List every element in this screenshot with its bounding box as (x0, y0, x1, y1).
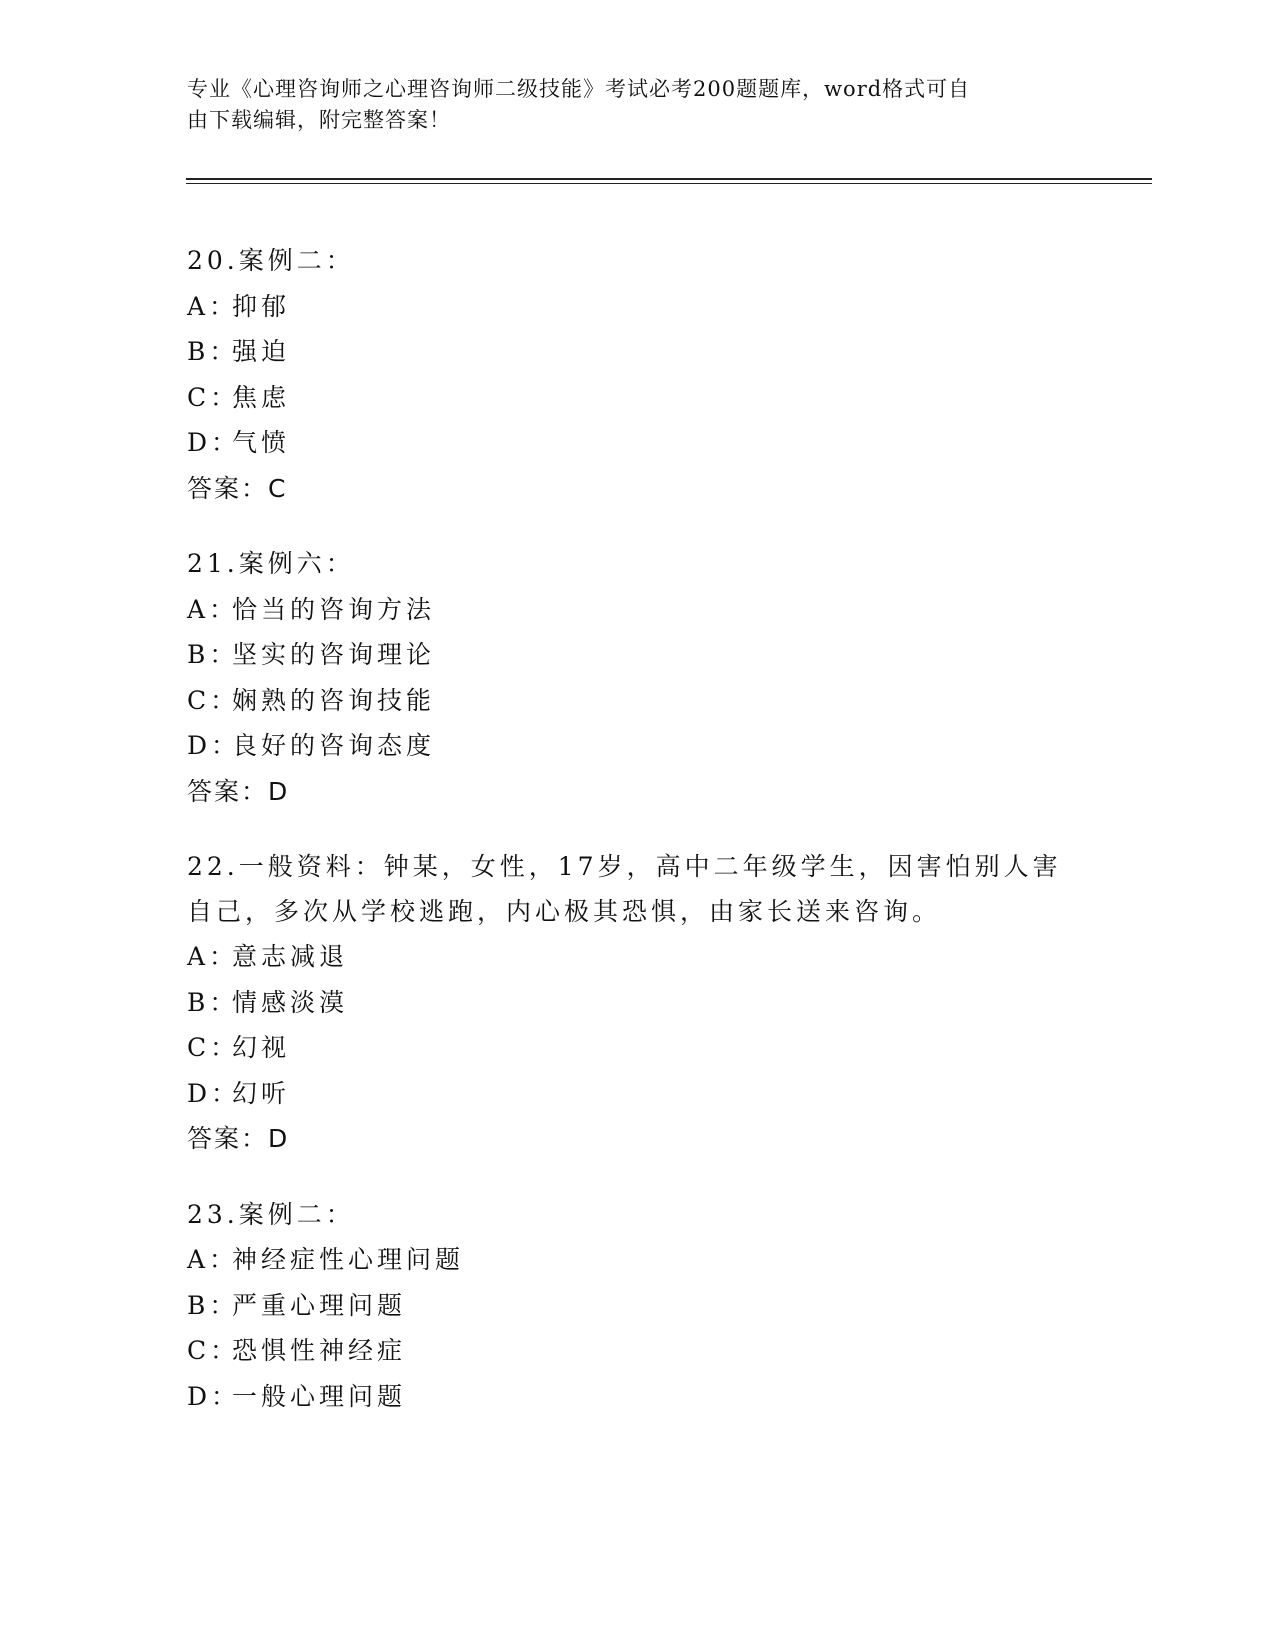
option-b (187, 632, 1087, 678)
question-stem: 21.案例六： (187, 549, 355, 578)
option-text: 情感淡漠 (232, 987, 349, 1017)
option-key: B： (187, 640, 239, 669)
option-key: D： (187, 731, 241, 760)
option-text: 神经症性心理问题 (232, 1245, 465, 1274)
header-divider-thin (186, 183, 1152, 184)
option-text: 意志减退 (232, 942, 349, 971)
option-d (187, 723, 1087, 769)
option-key: A： (187, 942, 239, 971)
option-text: 良好的咨询态度 (232, 731, 436, 760)
question-23 (187, 1192, 1087, 1420)
option-key: B： (187, 1290, 239, 1320)
question-22 (187, 844, 1087, 1162)
option-d (187, 420, 1087, 466)
option-c (187, 1328, 1087, 1374)
option-key: C： (187, 1336, 240, 1365)
answer-line: 答案：D (187, 776, 290, 806)
option-text: 气愤 (232, 428, 291, 457)
option-key: C： (187, 382, 240, 412)
question-20 (187, 238, 1087, 511)
header-line-2: 由下载编辑，附完整答案！ (187, 108, 451, 132)
option-d (187, 1071, 1087, 1117)
option-key: B： (187, 337, 239, 366)
question-stem: 23.案例二： (187, 1199, 355, 1229)
question-21 (187, 541, 1087, 814)
header-line-1: 专业《心理咨询师之心理咨询师二级技能》考试必考200题题库，word格式可自 (187, 77, 971, 101)
option-text: 恰当的咨询方法 (232, 594, 436, 624)
option-d (187, 1374, 1087, 1420)
option-a (187, 934, 1087, 980)
answer-line: 答案：D (187, 1124, 290, 1153)
option-key: D： (187, 428, 241, 457)
option-key: C： (187, 1033, 240, 1062)
option-text: 严重心理问题 (232, 1290, 407, 1320)
option-text: 恐惧性神经症 (232, 1336, 407, 1365)
question-stem: 20.案例二： (187, 246, 355, 275)
option-key: D： (187, 1078, 241, 1108)
option-text: 幻视 (232, 1033, 291, 1062)
option-text: 一般心理问题 (232, 1381, 407, 1411)
option-b (187, 980, 1087, 1026)
header-divider-thick (186, 178, 1152, 180)
option-b (187, 329, 1087, 375)
option-key: A： (187, 1245, 239, 1274)
option-a (187, 1237, 1087, 1283)
answer-line: 答案：C (187, 473, 288, 503)
option-text: 坚实的咨询理论 (232, 640, 436, 669)
option-key: A： (187, 291, 239, 321)
option-c (187, 375, 1087, 421)
option-key: A： (187, 594, 239, 624)
option-text: 娴熟的咨询技能 (232, 685, 436, 715)
option-text: 焦虑 (232, 382, 291, 412)
option-key: B： (187, 987, 239, 1017)
option-a (187, 587, 1087, 633)
option-c (187, 1025, 1087, 1071)
option-text: 幻听 (232, 1078, 291, 1108)
option-b (187, 1283, 1087, 1329)
question-list (187, 238, 1087, 1449)
option-text: 强迫 (232, 337, 291, 366)
option-key: D： (187, 1381, 241, 1411)
option-c (187, 678, 1087, 724)
option-a (187, 284, 1087, 330)
question-stem: 22.一般资料：钟某，女性，17岁，高中二年级学生，因害怕别人害自己，多次从学校逃跑，内心极其恐惧，由家长送来咨询。 (187, 852, 1062, 926)
document-header (187, 74, 1077, 136)
option-key: C： (187, 685, 240, 715)
option-text: 抑郁 (232, 291, 291, 321)
